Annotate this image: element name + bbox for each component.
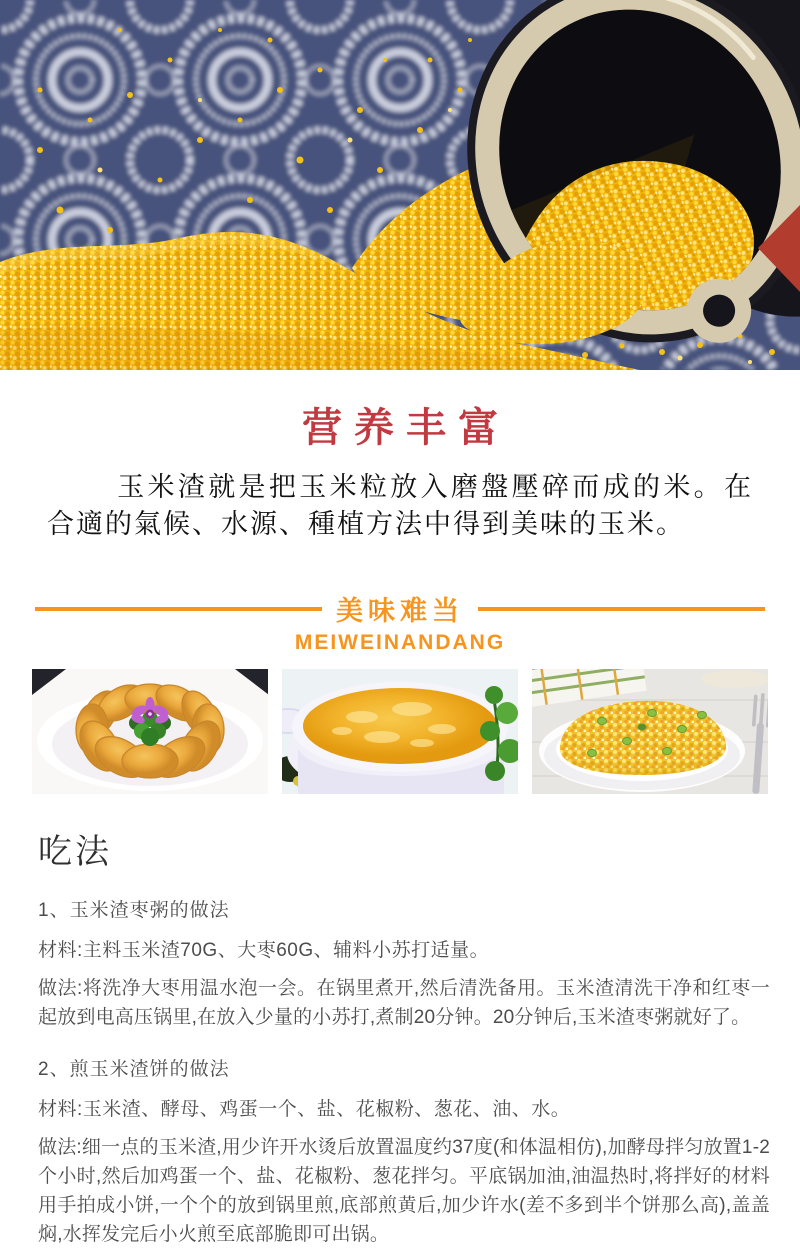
banner	[0, 589, 800, 655]
banner-subtitle: MEIWEINANDANG	[294, 631, 506, 654]
corn-pancakes-photo	[32, 669, 268, 794]
eat-heading: 吃法	[38, 833, 112, 871]
recipe-1-ingredients: 材料:主料玉米渣70G、大枣60G、辅料小苏打适量。	[38, 940, 490, 961]
recipe-1-title: 1、玉米渣枣粥的做法	[38, 900, 230, 921]
recipe-1	[38, 895, 770, 1032]
banner-line-right	[478, 607, 765, 611]
corn-soup-photo	[282, 669, 518, 794]
recipe-2-ingredients: 材料:玉米渣、酵母、鸡蛋一个、盐、花椒粉、葱花、油、水。	[38, 1099, 571, 1120]
recipe-2-title: 2、煎玉米渣饼的做法	[38, 1059, 230, 1080]
banner-title: 美味难当	[336, 596, 464, 626]
soup-surface	[303, 688, 497, 764]
food-gallery	[32, 669, 768, 794]
corn-rice-photo	[532, 669, 768, 794]
recipe-2	[38, 1054, 770, 1249]
nutrition-paragraph: 玉米渣就是把玉米粒放入磨盤壓碎而成的米。在合適的氣候、水源、種植方法中得到美味的玉米。	[47, 472, 753, 539]
recipe-1-method: 做法:将洗净大枣用温水泡一会。在锅里煮开,然后清洗备用。玉米渣清洗干净和红枣一起放到电高压锅里,在放入少量的小苏打,煮制20分钟。20分钟后,玉米渣枣粥就好了。	[38, 978, 770, 1028]
hero-image	[0, 0, 800, 370]
banner-line-left	[35, 607, 322, 611]
glass-hint	[701, 670, 768, 688]
nutrition-title: 营养丰富	[302, 406, 510, 450]
recipe-2-method: 做法:细一点的玉米渣,用少许开水烫后放置温度约37度(和体温相仿),加酵母拌匀放置1-2个小时,然后加鸡蛋一个、盐、花椒粉、葱花拌匀。平底锅加油,油温热时,将拌好的材料用手拍成小饼,一个个的放到锅里煎,底部煎黄后,加少许水(差不多到半个饼那么高),盖盖焖,水挥发完后小火煎至底部脆即可出锅。	[38, 1137, 770, 1245]
